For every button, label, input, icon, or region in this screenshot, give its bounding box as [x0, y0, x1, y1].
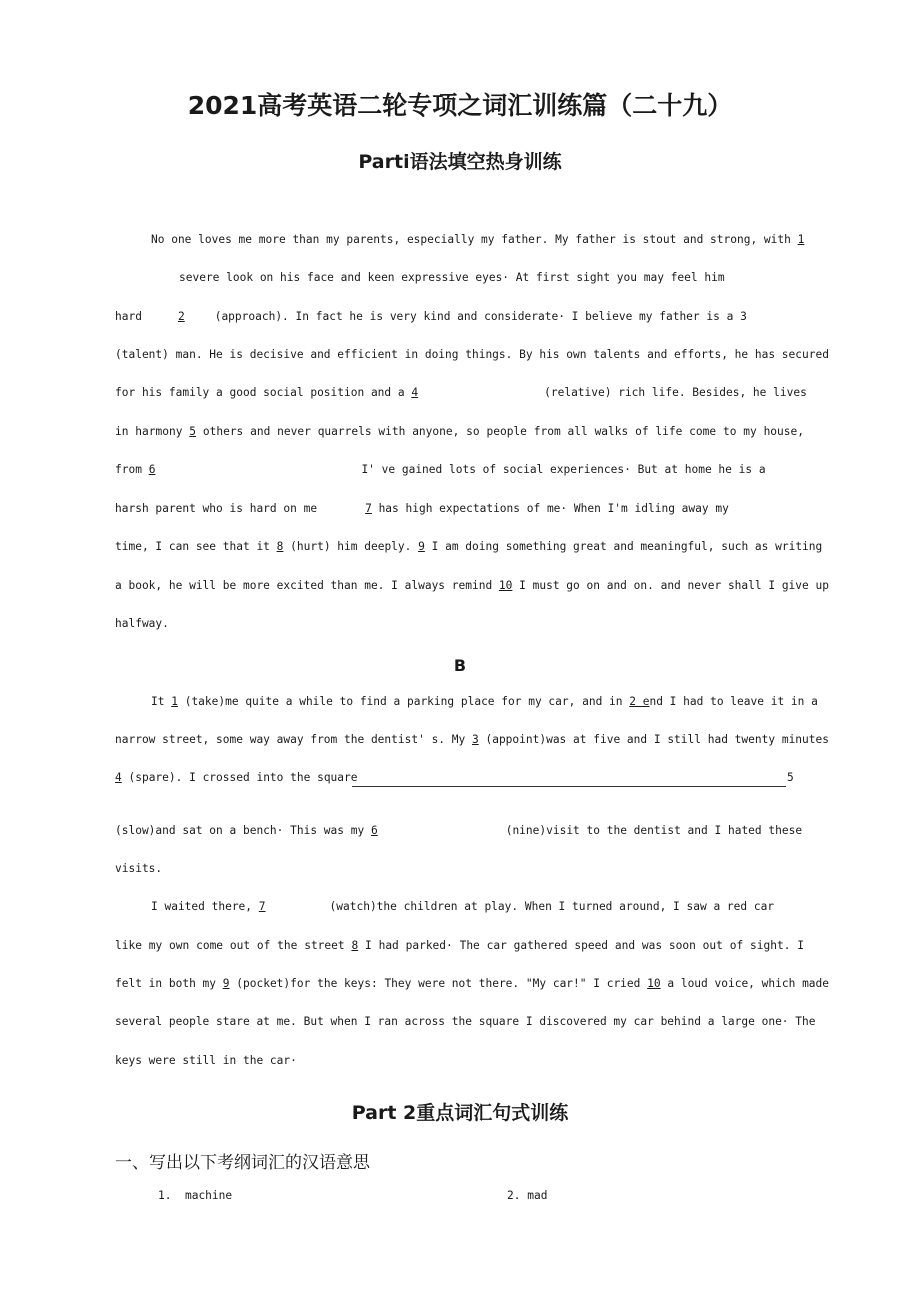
section1-title: 一、写出以下考纲词汇的汉语意思	[115, 1153, 370, 1173]
passage-a-line-5: for his family a good social position and a 4 (relative) rich life. Besides, he lives	[115, 386, 807, 399]
passage-a-line-8: harsh parent who is hard on me 7 has high expectations of me· When I'm idling away my	[115, 502, 729, 515]
passage-b-line-1: It 1 (take)me quite a while to find a parking place for my car, and in 2 end I had to leave it in a	[151, 695, 818, 708]
blank-b6: 6	[370, 824, 378, 837]
blank-8: 8	[276, 540, 284, 553]
blank-b5-number: 5	[787, 771, 794, 784]
passage-a-line-7: from 6 I' ve gained lots of social experiences· But at home he is a	[115, 463, 766, 476]
passage-b-line-9: several people stare at me. But when I ran across the square I discovered my car behind a large one· The	[115, 1015, 816, 1028]
vocab-item-1: 1. machine	[158, 1189, 233, 1202]
passage-b-line-7: like my own come out of the street 8 I had parked· The car gathered speed and was soon out of sight. I	[115, 939, 804, 952]
blank-6: 6	[148, 463, 156, 476]
blank-b7: 7	[258, 900, 266, 913]
passage-a-line-1: No one loves me more than my parents, especially my father. My father is stout and strong, with 1	[151, 233, 805, 246]
blank-b2: 2 e	[629, 695, 650, 708]
blank-b8: 8	[351, 939, 359, 952]
passage-a-line-9: time, I can see that it 8 (hurt) him deeply. 9 I am doing something great and meaningful, such as writing	[115, 540, 823, 553]
blank-5: 5	[189, 425, 197, 438]
vocab-item-2: 2. mad	[507, 1189, 548, 1202]
blank-7: 7	[365, 502, 372, 515]
passage-a-line-3: hard 2 (approach). In fact he is very kind and considerate· I believe my father is a 3	[115, 310, 747, 323]
blank-b3: 3	[471, 733, 479, 746]
passage-a-line-10: a book, he will be more excited than me. I always remind 10 I must go on and on. and never shall I give up	[115, 579, 829, 592]
blank-10: 10	[498, 579, 513, 592]
passage-a-line-4: (talent) man. He is decisive and efficient in doing things. By his own talents and efforts, he has secured	[115, 348, 829, 361]
blank-1: 1	[797, 233, 805, 246]
passage-b-line-8: felt in both my 9 (pocket)for the keys: They were not there. "My car!" I cried 10 a loud voice, which made	[115, 977, 830, 990]
page-title: 2021高考英语二轮专项之词汇训练篇（二十九）	[187, 91, 733, 120]
part2-title: Part 2重点词汇句式训练	[351, 1102, 569, 1124]
blank-9: 9	[418, 540, 425, 553]
passage-b-line-2: narrow street, some way away from the dentist' s. My 3 (appoint)was at five and I still had twenty minutes	[115, 733, 829, 746]
blank-b1: 1	[171, 695, 178, 708]
blank-b4: 4	[115, 771, 122, 784]
blank-2: 2	[177, 310, 185, 323]
blank-b5-line	[352, 786, 786, 787]
passage-b-line-3: 4 (spare). I crossed into the square	[115, 771, 358, 784]
blank-b9: 9	[222, 977, 230, 990]
passage-b-line-5: visits.	[115, 862, 163, 875]
passage-a-line-11: halfway.	[115, 617, 169, 630]
passage-b-line-6: I waited there, 7 (watch)the children at play. When I turned around, I saw a red car	[151, 900, 775, 913]
blank-b10: 10	[647, 977, 661, 990]
section-b-heading: B	[453, 656, 467, 675]
passage-b-line-4: (slow)and sat on a bench· This was my 6 (nine)visit to the dentist and I hated these	[115, 824, 803, 837]
passage-a-line-2: severe look on his face and keen expressive eyes· At first sight you may feel him	[179, 271, 725, 284]
passage-a-line-6: in harmony 5 others and never quarrels with anyone, so people from all walks of life come to my house,	[115, 425, 804, 438]
blank-4: 4	[411, 386, 419, 399]
passage-b-line-10: keys were still in the car·	[115, 1054, 297, 1067]
part1-title: Parti语法填空热身训练	[358, 151, 562, 173]
